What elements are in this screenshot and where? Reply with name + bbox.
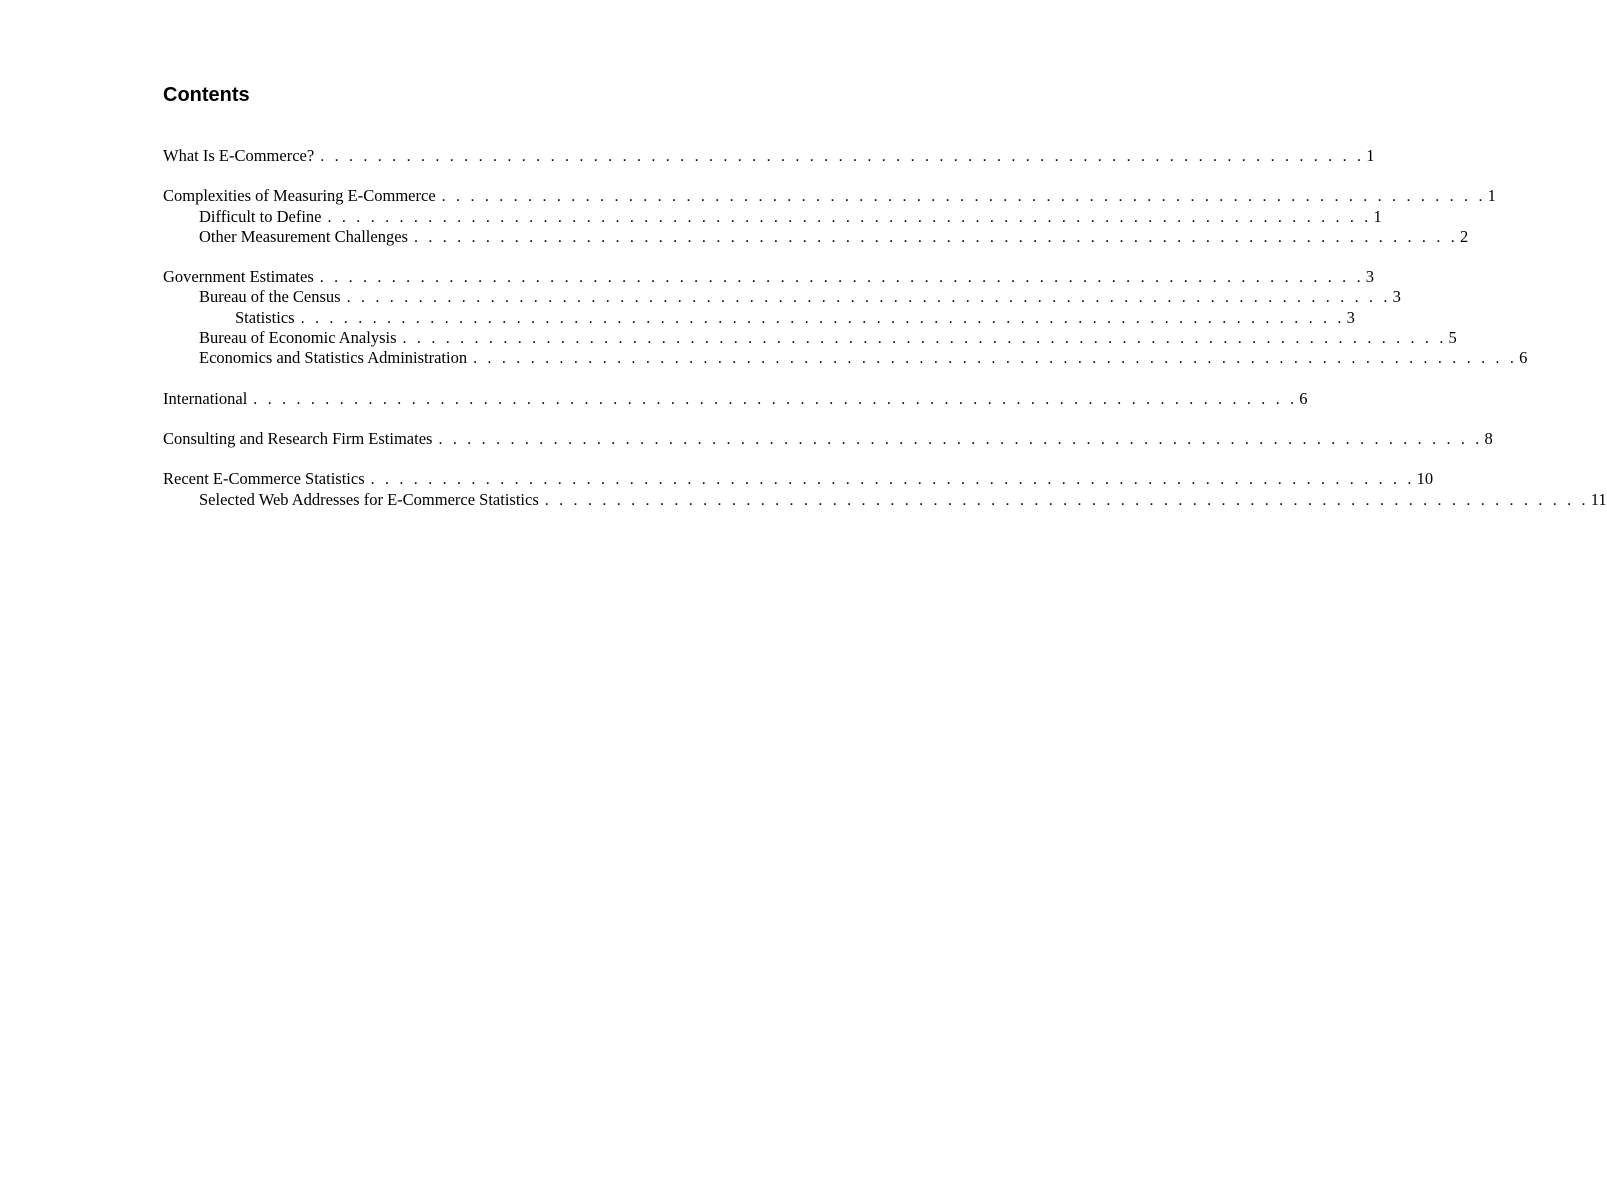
dot-leader: . . . . . . . . . . . . . . . . . . . . . . . . . . . . . . . . . . . . . . . . . . . . . . . . . . . . . . . . . . . . . . . . . . . . . . . . . — [300, 309, 1345, 327]
toc-entry-page: 2 — [1459, 226, 1469, 246]
toc-entry-page: 10 — [1416, 469, 1434, 489]
toc-entry-esa[interactable] — [163, 348, 1528, 368]
dot-leader: . . . . . . . . . . . . . . . . . . . . . . . . . . . . . . . . . . . . . . . . . . . . . . . . . . . . . . . . . . . . . . . . . . . . . . . . . — [319, 269, 1364, 287]
toc-entry-title: Statistics — [235, 307, 295, 327]
toc-entry-title: Bureau of Economic Analysis — [199, 328, 397, 348]
toc-entry-government-estimates[interactable] — [163, 267, 1375, 287]
toc-entry-title: What Is E-Commerce? — [163, 146, 315, 165]
toc-group-government — [163, 267, 1528, 368]
dot-leader: . . . . . . . . . . . . . . . . . . . . . . . . . . . . . . . . . . . . . . . . . . . . . . . . . . . . . . . . . . . . . . . . . . . . . . . . . — [441, 188, 1486, 206]
toc-entry-title: Recent E-Commerce Statistics — [163, 469, 365, 489]
toc-group-what-is — [163, 146, 1375, 166]
toc-entry-page: 5 — [1448, 328, 1457, 348]
toc-entry-complexities[interactable] — [163, 186, 1496, 206]
toc-entry-census[interactable] — [163, 287, 1401, 307]
toc-entry-page: 8 — [1484, 428, 1493, 448]
toc-entry-page: 11 — [1590, 489, 1607, 509]
table-of-contents — [163, 146, 1607, 530]
toc-entry-title: Economics and Statistics Administration — [199, 348, 468, 368]
toc-entry-what-is-ecommerce[interactable] — [163, 146, 1375, 166]
toc-entry-international[interactable] — [163, 388, 1308, 409]
dot-leader: . . . . . . . . . . . . . . . . . . . . . . . . . . . . . . . . . . . . . . . . . . . . . . . . . . . . . . . . . . . . . . . . . . . . . . . . . — [402, 330, 1447, 348]
dot-leader: . . . . . . . . . . . . . . . . . . . . . . . . . . . . . . . . . . . . . . . . . . . . . . . . . . . . . . . . . . . . . . . . . . . . . . . . . — [253, 390, 1298, 408]
toc-entry-page: 3 — [1392, 287, 1401, 307]
toc-entry-title: Selected Web Addresses for E-Commerce Statistics — [199, 489, 539, 509]
toc-group-international — [163, 388, 1308, 409]
toc-entry-page: 1 — [1373, 206, 1382, 226]
toc-entry-title: Complexities of Measuring E-Commerce — [163, 186, 436, 206]
dot-leader: . . . . . . . . . . . . . . . . . . . . . . . . . . . . . . . . . . . . . . . . . . . . . . . . . . . . . . . . . . . . . . . . . . . . . . . . . — [438, 430, 1483, 448]
toc-group-recent — [163, 469, 1607, 510]
toc-entry-other-challenges[interactable] — [163, 226, 1469, 247]
toc-group-complexities — [163, 186, 1496, 247]
toc-entry-consulting[interactable] — [163, 428, 1493, 449]
toc-entry-title: International — [163, 388, 248, 408]
toc-entry-title: Other Measurement Challenges — [199, 226, 408, 246]
toc-entry-page: 3 — [1365, 267, 1375, 287]
dot-leader: . . . . . . . . . . . . . . . . . . . . . . . . . . . . . . . . . . . . . . . . . . . . . . . . . . . . . . . . . . . . . . . . . . . . . . . . . — [370, 471, 1415, 489]
dot-leader: . . . . . . . . . . . . . . . . . . . . . . . . . . . . . . . . . . . . . . . . . . . . . . . . . . . . . . . . . . . . . . . . . . . . . . . . . — [413, 228, 1458, 246]
toc-entry-title: Difficult to Define — [199, 206, 322, 226]
toc-entry-page: 1 — [1366, 146, 1375, 165]
toc-entry-statistics[interactable] — [163, 307, 1355, 328]
dot-leader: . . . . . . . . . . . . . . . . . . . . . . . . . . . . . . . . . . . . . . . . . . . . . . . . . . . . . . . . . . . . . . . . . . . . . . . . . — [320, 148, 1365, 165]
dot-leader: . . . . . . . . . . . . . . . . . . . . . . . . . . . . . . . . . . . . . . . . . . . . . . . . . . . . . . . . . . . . . . . . . . . . . . . . . — [346, 289, 1391, 307]
page-title: Contents — [163, 84, 250, 106]
toc-entry-page: 6 — [1299, 388, 1308, 408]
toc-entry-page: 3 — [1346, 307, 1355, 327]
toc-entry-title: Bureau of the Census — [199, 287, 341, 307]
toc-entry-bea[interactable] — [163, 328, 1457, 348]
toc-group-consulting — [163, 428, 1493, 449]
dot-leader: . . . . . . . . . . . . . . . . . . . . . . . . . . . . . . . . . . . . . . . . . . . . . . . . . . . . . . . . . . . . . . . . . . . . . . . . . — [327, 208, 1372, 226]
toc-entry-difficult-to-define[interactable] — [163, 206, 1382, 227]
toc-entry-title: Consulting and Research Firm Estimates — [163, 428, 433, 448]
dot-leader: . . . . . . . . . . . . . . . . . . . . . . . . . . . . . . . . . . . . . . . . . . . . . . . . . . . . . . . . . . . . . . . . . . . . . . . . . — [544, 491, 1589, 509]
toc-entry-page: 1 — [1487, 186, 1496, 206]
toc-entry-title: Government Estimates — [163, 267, 314, 287]
toc-entry-page: 6 — [1519, 348, 1528, 368]
dot-leader: . . . . . . . . . . . . . . . . . . . . . . . . . . . . . . . . . . . . . . . . . . . . . . . . . . . . . . . . . . . . . . . . . . . . . . . . . — [473, 350, 1518, 368]
toc-entry-recent-statistics[interactable] — [163, 469, 1434, 489]
toc-entry-web-addresses[interactable] — [163, 489, 1607, 510]
